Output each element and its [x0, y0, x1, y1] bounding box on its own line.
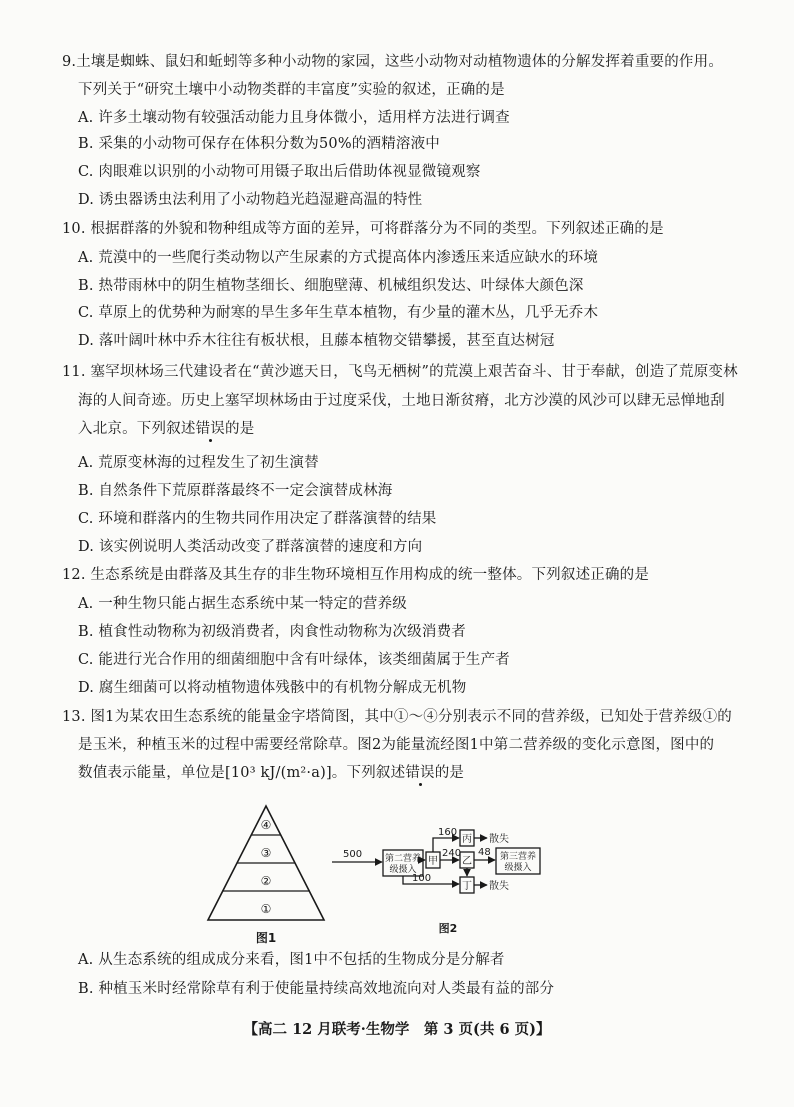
q11-stem-emphasis: 错误 [195, 421, 226, 437]
q13-option-b: B. 种植玉米时经常除草有利于使能量持续高效地流向对人类最有益的部分 [78, 981, 555, 997]
q12-option-c: C. 能进行光合作用的细菌细胞中含有叶绿体，该类细菌属于生产者 [78, 652, 510, 668]
q13-stem-line-2: 是玉米，种植玉米的过程中需要经常除草。图2为能量流经图1中第二营养级的变化示意图，图中的 [78, 737, 715, 753]
box-ding-label: 丁 [462, 881, 472, 892]
q11-option-a: A. 荒原变林海的过程发生了初生演替 [78, 455, 319, 471]
q11-stem-head: 入北京。下列叙述 [78, 421, 196, 437]
q9-option-c: C. 肉眼难以识别的小动物可用镊子取出后借助体视显微镜观察 [78, 164, 481, 180]
q9-option-b: B. 采集的小动物可保存在体积分数为50%的酒精溶液中 [78, 136, 441, 152]
q13-stem-line-3 [78, 763, 464, 783]
arrow-jia-to-bing [433, 838, 459, 852]
q9-option-d: D. 诱虫器诱虫法利用了小动物趋光趋湿避高温的特性 [78, 192, 423, 208]
q9-stem-line-1: 9.土壤是蜘蛛、鼠妇和蚯蚓等多种小动物的家园，这些小动物对动植物遗体的分解发挥着重要的作用。 [62, 54, 724, 70]
box-second-level-intake [383, 850, 423, 876]
q11-option-c: C. 环境和群落内的生物共同作用决定了群落演替的结果 [78, 511, 437, 527]
pyramid-level-4: ④ [260, 818, 272, 832]
q13-stem-head: 数值表示能量，单位是[10³ kJ/(m²·a)]。下列叙述 [78, 765, 406, 781]
q13-stem-line-1: 13. 图1为某农田生态系统的能量金字塔简图，其中①～④分别表示不同的营养级，已知处于营养级①的 [62, 709, 732, 725]
q13-stem-tail: 的是 [434, 765, 465, 781]
q9-option-a: A. 许多土壤动物有较强活动能力且身体微小，适用样方法进行调查 [78, 110, 510, 126]
q11-stem-line-2: 海的人间奇迹。历史上塞罕坝林场由于过度采伐，土地日渐贫瘠，北方沙漠的风沙可以肆无忌惮地刮 [78, 393, 725, 409]
box-jia [426, 852, 440, 868]
box-bing [460, 830, 474, 846]
value-ding: 100 [412, 873, 432, 884]
box-bing-label: 丙 [462, 834, 472, 845]
q10-option-d: D. 落叶阔叶林中乔木往往有板状根，且藤本植物交错攀援，甚至直达树冠 [78, 333, 555, 349]
q11-option-b: B. 自然条件下荒原群落最终不一定会演替成林海 [78, 483, 393, 499]
box-second-level-label-2: 级摄入 [389, 865, 417, 875]
figure-1-pyramid [208, 806, 324, 945]
box-yi-label: 乙 [462, 856, 472, 867]
figure-1-caption: 图1 [255, 931, 277, 945]
value-yi: 240 [442, 848, 462, 859]
box-third-level-label-2: 级摄入 [504, 863, 532, 873]
box-third-level-intake [496, 848, 540, 874]
label-loss-bottom: 散失 [489, 881, 509, 892]
label-loss-top: 散失 [489, 834, 509, 845]
q12-option-d: D. 腐生细菌可以将动植物遗体残骸中的有机物分解成无机物 [78, 680, 467, 696]
pyramid-level-2: ② [260, 874, 272, 888]
pyramid-outline [208, 806, 324, 920]
q13-option-a: A. 从生态系统的组成成分来看，图1中不包括的生物成分是分解者 [78, 952, 505, 968]
q10-option-a: A. 荒漠中的一些爬行类动物以产生尿素的方式提高体内渗透压来适应缺水的环境 [78, 250, 599, 266]
q11-stem-line-3 [78, 419, 254, 439]
box-yi [460, 852, 474, 868]
q10-option-b: B. 热带雨林中的阴生植物茎细长、细胞壁薄、机械组织发达、叶绿体大颜色深 [78, 278, 584, 294]
box-second-level-label-1: 第二营养 [384, 854, 422, 864]
figure-2-energy-flow [332, 827, 540, 935]
q12-option-b: B. 植食性动物称为初级消费者，肉食性动物称为次级消费者 [78, 624, 466, 640]
q12-stem-line-1: 12. 生态系统是由群落及其生存的非生物环境相互作用构成的统一整体。下列叙述正确的是 [62, 567, 650, 583]
q10-option-c: C. 草原上的优势种为耐寒的旱生多年生草本植物，有少量的灌木丛，几乎无乔木 [78, 305, 599, 321]
arrow-second-to-ding [403, 876, 459, 884]
q13-stem-emphasis: 错误 [405, 765, 435, 781]
q11-stem-line-1: 11. 塞罕坝林场三代建设者在“黄沙遮天日，飞鸟无栖树”的荒漠上艰苦奋斗、甘于奉献，创造了荒原变林 [62, 364, 738, 380]
pyramid-level-3: ③ [260, 846, 272, 860]
value-bing: 160 [438, 827, 458, 838]
box-jia-label: 甲 [428, 856, 438, 867]
q12-option-a: A. 一种生物只能占据生态系统中某一特定的营养级 [78, 596, 407, 612]
box-ding [460, 877, 474, 893]
pyramid-level-1: ① [260, 902, 272, 916]
figure-2-caption: 图2 [438, 922, 458, 935]
value-third: 48 [478, 847, 491, 858]
q9-stem-line-2: 下列关于“研究土壤中小动物类群的丰富度”实验的叙述，正确的是 [78, 82, 505, 98]
page-footer: 【高二 12 月联考·生物学 第 3 页(共 6 页)】 [243, 1021, 551, 1038]
q10-stem-line-1: 10. 根据群落的外貌和物种组成等方面的差异，可将群落分为不同的类型。下列叙述正确的是 [62, 221, 664, 237]
q11-stem-tail: 的是 [225, 421, 255, 437]
box-third-level-label-1: 第三营养 [499, 852, 537, 862]
value-input: 500 [343, 849, 363, 860]
q11-option-d: D. 该实例说明人类活动改变了群落演替的速度和方向 [78, 539, 423, 555]
